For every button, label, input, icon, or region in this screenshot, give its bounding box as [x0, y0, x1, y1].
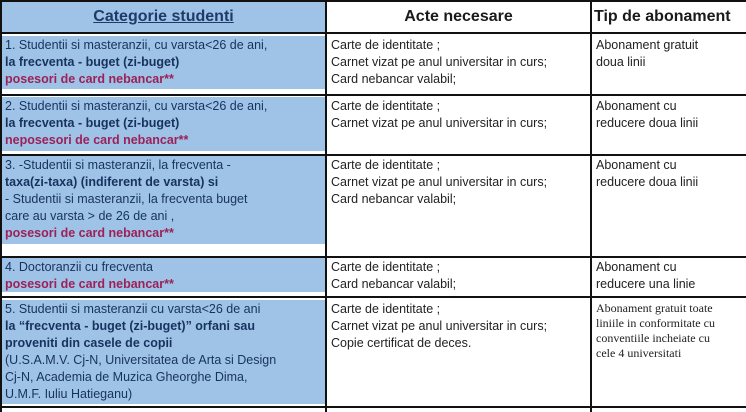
row5-categorie	[2, 300, 325, 404]
acte-line: Carte de identitate ;	[331, 99, 441, 113]
tip-line: doua linii	[596, 55, 646, 69]
row5-cat-line: (U.S.A.M.V. Cj-N, Universitatea de Arta si Design	[5, 353, 277, 367]
tip-line: Abonament cu	[596, 158, 677, 172]
acte-line: Carte de identitate ;	[331, 302, 441, 316]
row2-acte	[327, 97, 590, 151]
acte-line: Carte de identitate ;	[331, 38, 441, 52]
grid-line	[0, 32, 746, 34]
row3-cat-line: care au varsta > de 26 de ani ,	[5, 209, 175, 223]
row3-tip	[592, 156, 746, 244]
grid-line	[325, 0, 327, 412]
acte-line: Carnet vizat pe anul universitar in curs;	[331, 116, 548, 130]
header-tip: Tip de abonament	[594, 8, 731, 25]
row4-cat-line: 4. Doctoranzii cu frecventa	[5, 260, 153, 274]
row2-cat-line: 2. Studentii si masteranzii, cu varsta<26 de ani,	[5, 99, 268, 113]
acte-line: Carte de identitate ;	[331, 260, 441, 274]
row1-cat-line: posesori de card nebancar**	[5, 72, 174, 86]
grid-line	[590, 0, 592, 412]
row2-cat-line: neposesori de card nebancar**	[5, 133, 189, 147]
row5-cat-line: 5. Studentii si masteranzii cu varsta<26 de ani	[5, 302, 261, 316]
tip-line: reducere una linie	[596, 277, 696, 291]
row5-acte	[327, 300, 590, 404]
acte-line: Carnet vizat pe anul universitar in curs;	[331, 319, 548, 333]
row5-tip	[592, 300, 746, 404]
tip-line: reducere doua linii	[596, 116, 699, 130]
grid-line	[0, 0, 746, 2]
grid-line	[0, 94, 746, 96]
row1-cat-line: 1. Studentii si masteranzii, cu varsta<26 de ani,	[5, 38, 268, 52]
acte-line: Carnet vizat pe anul universitar in curs;	[331, 55, 548, 69]
row2-categorie	[2, 97, 325, 151]
row1-tip	[592, 36, 746, 89]
row1-acte	[327, 36, 590, 89]
grid-line	[0, 154, 746, 156]
row5-cat-line: Cj-N, Academia de Muzica Gheorghe Dima,	[5, 370, 248, 384]
grid-line	[0, 256, 746, 258]
row4-categorie	[2, 258, 325, 292]
acte-line: Carte de identitate ;	[331, 158, 441, 172]
grid-line	[0, 0, 2, 412]
acte-line: Carnet vizat pe anul universitar in curs;	[331, 175, 548, 189]
row2-cat-line: la frecventa - buget (zi-buget)	[5, 116, 180, 130]
row3-cat-line: posesori de card nebancar**	[5, 226, 174, 240]
acte-line: Card nebancar valabil;	[331, 72, 457, 86]
row3-cat-line: - Studentii si masteranzii, la frecventa buget	[5, 192, 248, 206]
grid-line	[0, 406, 746, 408]
tip-line: Abonament gratuit toate	[596, 301, 713, 315]
row3-cat-line: taxa(zi-taxa) (indiferent de varsta) si	[5, 175, 219, 189]
row1-categorie	[2, 36, 325, 89]
row4-acte	[327, 258, 590, 292]
row3-categorie	[2, 156, 325, 244]
row4-cat-line: posesori de card nebancar**	[5, 277, 174, 291]
grid-line	[0, 296, 746, 298]
tip-line: reducere doua linii	[596, 175, 699, 189]
tip-line: liniile in conformitate cu	[596, 316, 715, 330]
row5-cat-line: U.M.F. Iuliu Hatieganu)	[5, 387, 133, 401]
tip-line: Abonament gratuit	[596, 38, 699, 52]
header-acte: Acte necesare	[404, 8, 513, 25]
row5-cat-line: proveniti din casele de copii	[5, 336, 173, 350]
tip-line: cele 4 universitati	[596, 346, 682, 360]
row5-cat-line: la “frecventa - buget (zi-buget)” orfani sau	[5, 319, 256, 333]
acte-line: Card nebancar valabil;	[331, 277, 457, 291]
tip-line: Abonament cu	[596, 260, 677, 274]
row3-acte	[327, 156, 590, 244]
tip-line: Abonament cu	[596, 99, 677, 113]
row1-cat-line: la frecventa - buget (zi-buget)	[5, 55, 180, 69]
row4-tip	[592, 258, 746, 292]
header-categorie: Categorie studenti	[2, 2, 325, 32]
row3-cat-line: 3. -Studentii si masteranzii, la frecventa -	[5, 158, 231, 172]
acte-line: Copie certificat de deces.	[331, 336, 472, 350]
row2-tip	[592, 97, 746, 151]
tip-line: conventiile incheiate cu	[596, 331, 710, 345]
acte-line: Card nebancar valabil;	[331, 192, 457, 206]
